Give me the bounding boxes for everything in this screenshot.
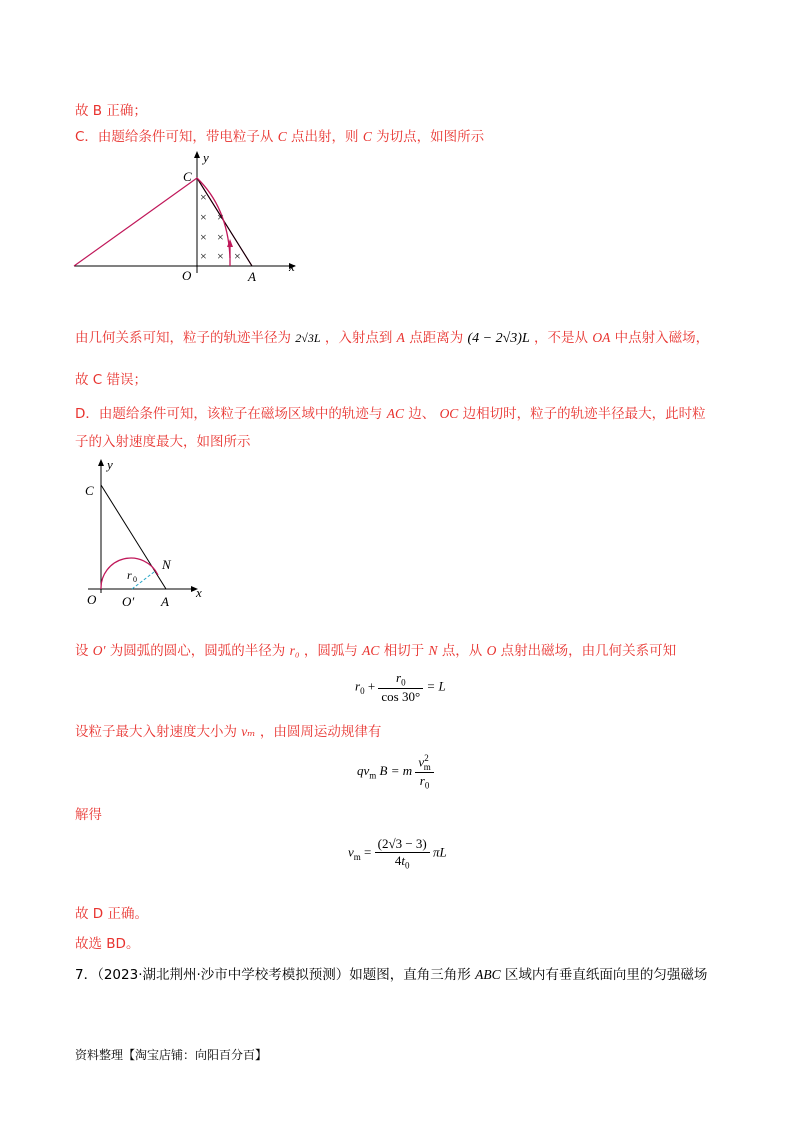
text: 7．（2023·湖北荆州·沙市中学校考模拟预测）如题图，直角三角形 [75, 967, 471, 983]
point-label-o: O [87, 592, 97, 607]
text: 点射出磁场，由几何关系可知 [500, 643, 677, 659]
equation-circular-motion: $qv_m$ B = m $\frac{v^2_m}{r_0}$ [357, 753, 434, 791]
point-label-a: A [248, 269, 256, 284]
field-cross: × [217, 210, 224, 224]
label-n: N [428, 643, 438, 658]
text-solve: 解得 [75, 807, 102, 823]
axis-label-y: y [203, 150, 209, 165]
equation-result: $v_m$ = $\frac{(2√3 - 3)}{4t_0}$ πL [348, 836, 447, 871]
text: 设 [75, 643, 89, 659]
point-label-oprime: O′ [122, 594, 135, 609]
axis-label-x: x [196, 585, 202, 600]
text-d-intro [75, 404, 706, 424]
text: ，不是从 [534, 330, 589, 346]
figure-triangle-tangent-c [60, 148, 310, 288]
text: ，圆弧与 [303, 643, 358, 659]
equation-geometry: $r_0$ + $\frac{r_0}{\cos 30^\circ}$ = L [355, 670, 446, 704]
text: ，由圆周运动规律有 [259, 724, 382, 740]
text: 边相切时，粒子的轨迹半径最大，此时粒 [462, 406, 706, 422]
field-cross: × [217, 249, 224, 263]
label-oprime: O′ [92, 643, 106, 658]
label-oc: OC [439, 406, 459, 421]
label-oa: OA [592, 330, 611, 345]
text-radius-relation [75, 328, 709, 349]
text-c-suffix: 为切点，如图所示 [376, 129, 485, 145]
field-cross: × [200, 230, 207, 244]
axis-label-y: y [107, 457, 113, 472]
label-abc: ABC [475, 967, 501, 982]
text: ，入射点到 [324, 330, 393, 346]
text-c-prefix: C．由题给条件可知，带电粒子从 [75, 129, 274, 145]
field-cross: × [200, 190, 207, 204]
expr-radius: 2√3L [295, 331, 321, 345]
field-cross: × [217, 230, 224, 244]
point-label-c: C [85, 483, 94, 498]
label-vm: vₘ [241, 724, 256, 739]
text-b-correct: 故 B 正确； [75, 103, 147, 119]
text-d-correct: 故 D 正确。 [75, 906, 148, 922]
text-oprime-definition [75, 641, 676, 661]
text: 区域内有垂直纸面向里的匀强磁场 [504, 967, 708, 983]
text-d-intro-cont: 子的入射速度最大，如图所示 [75, 434, 251, 450]
point-label-n: N [162, 557, 171, 572]
text: 边、 [408, 406, 436, 422]
question-7-intro [75, 965, 707, 985]
text: 点，从 [441, 643, 483, 659]
text-answer-bd: 故选 BD。 [75, 936, 140, 952]
point-label-o: O [182, 268, 192, 283]
label-ac: AC [386, 406, 404, 421]
text: 为圆弧的圆心，圆弧的半径为 [109, 643, 286, 659]
label-c: C [362, 129, 372, 144]
label-r0: r [127, 568, 132, 582]
text-max-velocity [75, 722, 381, 742]
text: 点距离为 [409, 330, 464, 346]
label-r0-sub: 0 [133, 575, 137, 584]
text-c-wrong: 故 C 错误； [75, 372, 148, 388]
expr-distance: (4 − 2√3)L [467, 331, 530, 346]
field-cross: × [200, 210, 207, 224]
point-label-c: C [183, 169, 192, 184]
text: D．由题给条件可知，该粒子在磁场区域中的轨迹与 [75, 406, 383, 422]
field-cross: × [234, 249, 241, 263]
label-a: A [396, 330, 405, 345]
point-label-a: A [161, 594, 169, 609]
label-o: O [486, 643, 497, 658]
axis-label-x: x [289, 259, 295, 274]
label-c: C [277, 129, 287, 144]
field-cross: × [200, 249, 207, 263]
footer-source: 资料整理【淘宝店铺：向阳百分百】 [75, 1048, 268, 1062]
text: 由几何关系可知，粒子的轨迹半径为 [75, 330, 291, 346]
figure-tangent-arc [70, 455, 220, 615]
label-r0: r₀ [289, 643, 300, 658]
text: 设粒子最大入射速度大小为 [75, 724, 237, 740]
text-c-intro [75, 127, 484, 147]
text: 中点射入磁场， [614, 330, 710, 346]
text: 相切于 [383, 643, 425, 659]
text-c-mid: 点出射，则 [291, 129, 359, 145]
label-ac: AC [362, 643, 380, 658]
